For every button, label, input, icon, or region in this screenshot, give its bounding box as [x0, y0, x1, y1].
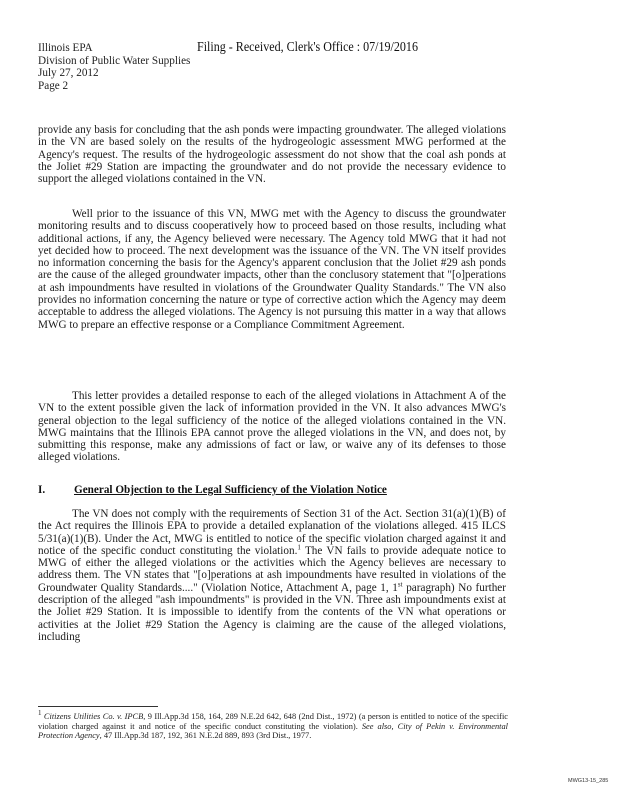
paragraph-1: provide any basis for concluding that the ash ponds were impacting groundwater. The alleged violations in the VN are based solely on the results of the hydrogeologic assessment MWG performed at the Agency's request. The results of the hydrogeologic assessment do not show that the coal ash ponds at the Joliet #29 Station are impacting the groundwater and do not provide the necessary evidence to support the alleged violations contained in the VN.	[38, 124, 506, 186]
header-date: July 27, 2012	[38, 67, 99, 80]
paragraph-4-part-b: The VN fails to provide adequate notice to MWG of either the alleged violations or the activities which the Agency believes are necessary to address them. The VN states that "[o]perations at ash impoundments have resulted in violations of the Groundwater Quality Standards...." (Violation Notice, Attachment A, page 1, 1	[38, 544, 507, 594]
paragraph-4-part-c: paragraph) No further description of the alleged "ash impoundments" is provided in the VN. Three ash impoundments exist at the Joliet #29 Station. It is impossible to identify from the contents of the VN what operations or activities at the Joliet #29 Station the Agency is claiming are the cause of the alleged violations, including	[38, 581, 506, 643]
section-number: I.	[38, 484, 46, 496]
footnote-marker: 1	[38, 709, 42, 718]
section-heading	[38, 484, 387, 496]
footnote-case-1: Citizens Utilities Co. v. IPCB	[43, 712, 144, 721]
footnote-text-2: , 47 Ill.App.3d 187, 192, 361 N.E.2d 889, 893 (3rd Dist., 1977.	[99, 731, 312, 741]
paragraph-3: This letter provides a detailed response to each of the alleged violations in Attachment A of the VN to the extent possible given the lack of information provided in the VN. It also advances MWG's general objection to the legal sufficiency of the notice of the alleged violations contained in the VN. MWG maintains that the Illinois EPA cannot prove the alleged violations in the VN, and does not, by submitting this response, make any admissions of fact or law, or waive any of its defenses to those alleged violations.	[38, 390, 506, 464]
ordinal-suffix: st	[397, 580, 403, 589]
filing-stamp: Filing - Received, Clerk's Office : 07/19/2016	[197, 40, 418, 55]
paragraph-2: Well prior to the issuance of this VN, MWG met with the Agency to discuss the groundwater monitoring results and to discuss cooperatively how to proceed based on those results, including what additional actions, if any, the Agency believed were necessary. The Agency told MWG that it had not yet decided how to proceed. The next development was the issuance of the VN. The VN itself provides no information concerning the basis for the Agency's apparent conclusion that the Joliet #29 ash ponds are the cause of the alleged groundwater impacts, other than the conclusory statement that "[o]perations at ash impoundments have resulted in violations of the Groundwater Quality Standards." The VN also provides no information concerning the nature or type of corrective action which the Agency may deem acceptable to address the alleged violations. The Agency is not pursuing this matter in a way that allows MWG to prepare an effective response or a Compliance Commitment Agreement.	[38, 208, 506, 331]
paragraph-4	[38, 508, 506, 643]
header-division: Division of Public Water Supplies	[38, 54, 191, 67]
footnote-reference: 1	[297, 543, 301, 552]
header-page-number: Page 2	[38, 79, 69, 92]
section-title: General Objection to the Legal Sufficiency of the Violation Notice	[74, 484, 387, 496]
bates-number: MWG13-15_285	[568, 778, 609, 784]
letter-header	[38, 42, 190, 92]
footnote-divider	[38, 706, 158, 707]
footnote-see-also: See also, City of Pekin v. Environmental Protection Agency	[38, 721, 508, 741]
paragraph-4-part-a: The VN does not comply with the requirements of Section 31 of the Act. Section 31(a)(1)(B) of the Act requires the Illinois EPA to provide a detailed explanation of the violations alleged. 415 ILCS 5/31(a)(1)(B). Under the Act, MWG is entitled to notice of the specific violation charged against it and notice of the specific conduct constituting the violation.	[38, 508, 506, 557]
footnote-text-1: , 9 Ill.App.3d 158, 164, 289 N.E.2d 642, 648 (2nd Dist., 1972) (a person is entitled to notice of the specific violation charged against it and notice of the specific conduct constituting the violation).	[38, 712, 508, 731]
header-recipient: Illinois EPA	[38, 42, 93, 54]
footnote	[38, 709, 508, 741]
